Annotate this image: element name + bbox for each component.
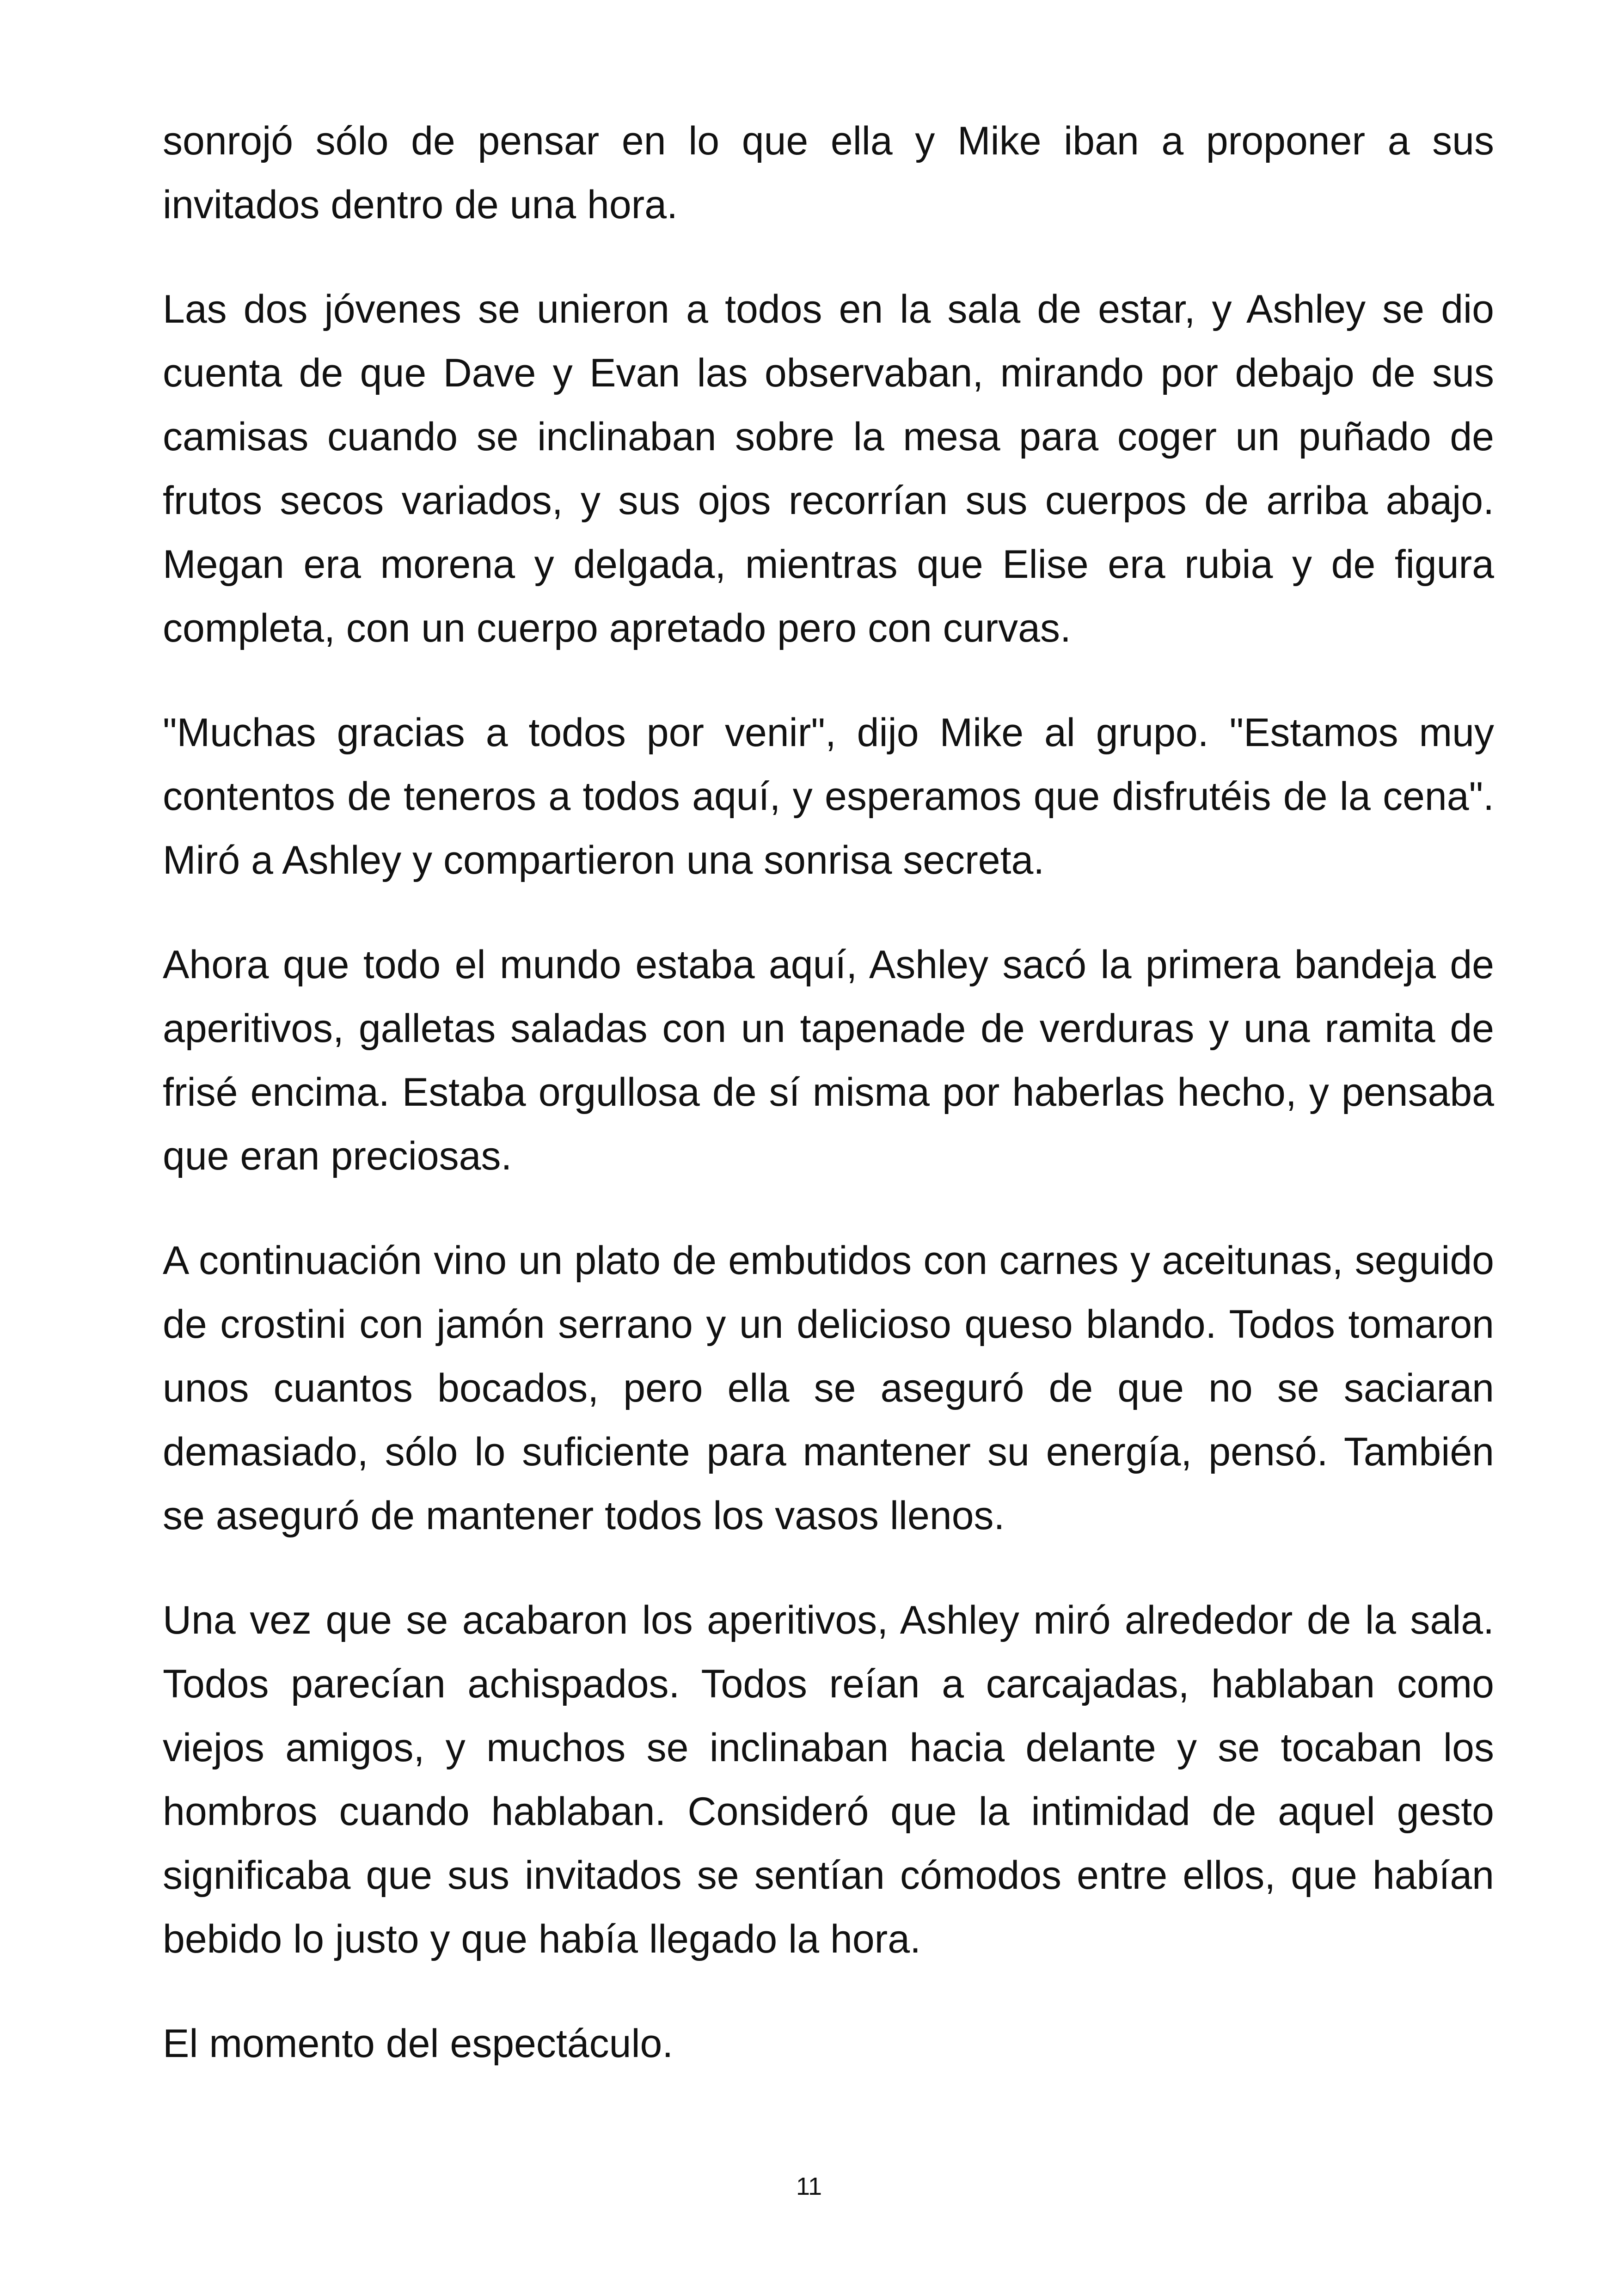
- paragraph: Ahora que todo el mundo estaba aquí, Ashley sacó la primera bandeja de aperitivos, galletas saladas con un tapenade de verduras y una ramita de frisé encima. Estaba orgullosa de sí misma por haberlas hecho, y pensaba que eran preciosas.: [163, 943, 1494, 1178]
- paragraph: Una vez que se acabaron los aperitivos, Ashley miró alrededor de la sala. Todos parecían achispados. Todos reían a carcajadas, hablaban como viejos amigos, y muchos se inclinaban hacia delante y se tocaban los hombros cuando hablaban. Consideró que la intimidad de aquel gesto significaba que sus invitados se sentían cómodos entre ellos, que habían bebido lo justo y que había llegado la hora.: [163, 1598, 1494, 1961]
- body-text: [163, 109, 1494, 2076]
- page-number: 11: [796, 2173, 822, 2200]
- paragraph: Las dos jóvenes se unieron a todos en la sala de estar, y Ashley se dio cuenta de que Dave y Evan las observaban, mirando por debajo de sus camisas cuando se inclinaban sobre la mesa para coger un puñado de frutos secos variados, y sus ojos recorrían sus cuerpos de arriba abajo. Megan era morena y delgada, mientras que Elise era rubia y de figura completa, con un cuerpo apretado pero con curvas.: [163, 287, 1494, 650]
- paragraph: A continuación vino un plato de embutidos con carnes y aceitunas, seguido de crostini con jamón serrano y un delicioso queso blando. Todos tomaron unos cuantos bocados, pero ella se aseguró de que no se saciaran demasiado, sólo lo suficiente para mantener su energía, pensó. También se aseguró de mantener todos los vasos llenos.: [163, 1238, 1494, 1538]
- paragraph: "Muchas gracias a todos por venir", dijo Mike al grupo. "Estamos muy contentos de teneros a todos aquí, y esperamos que disfrutéis de la cena". Miró a Ashley y compartieron una sonrisa secreta.: [163, 710, 1494, 882]
- paragraph: sonrojó sólo de pensar en lo que ella y Mike iban a proponer a sus invitados dentro de una hora.: [163, 119, 1494, 227]
- paragraph: El momento del espectáculo.: [163, 2021, 674, 2066]
